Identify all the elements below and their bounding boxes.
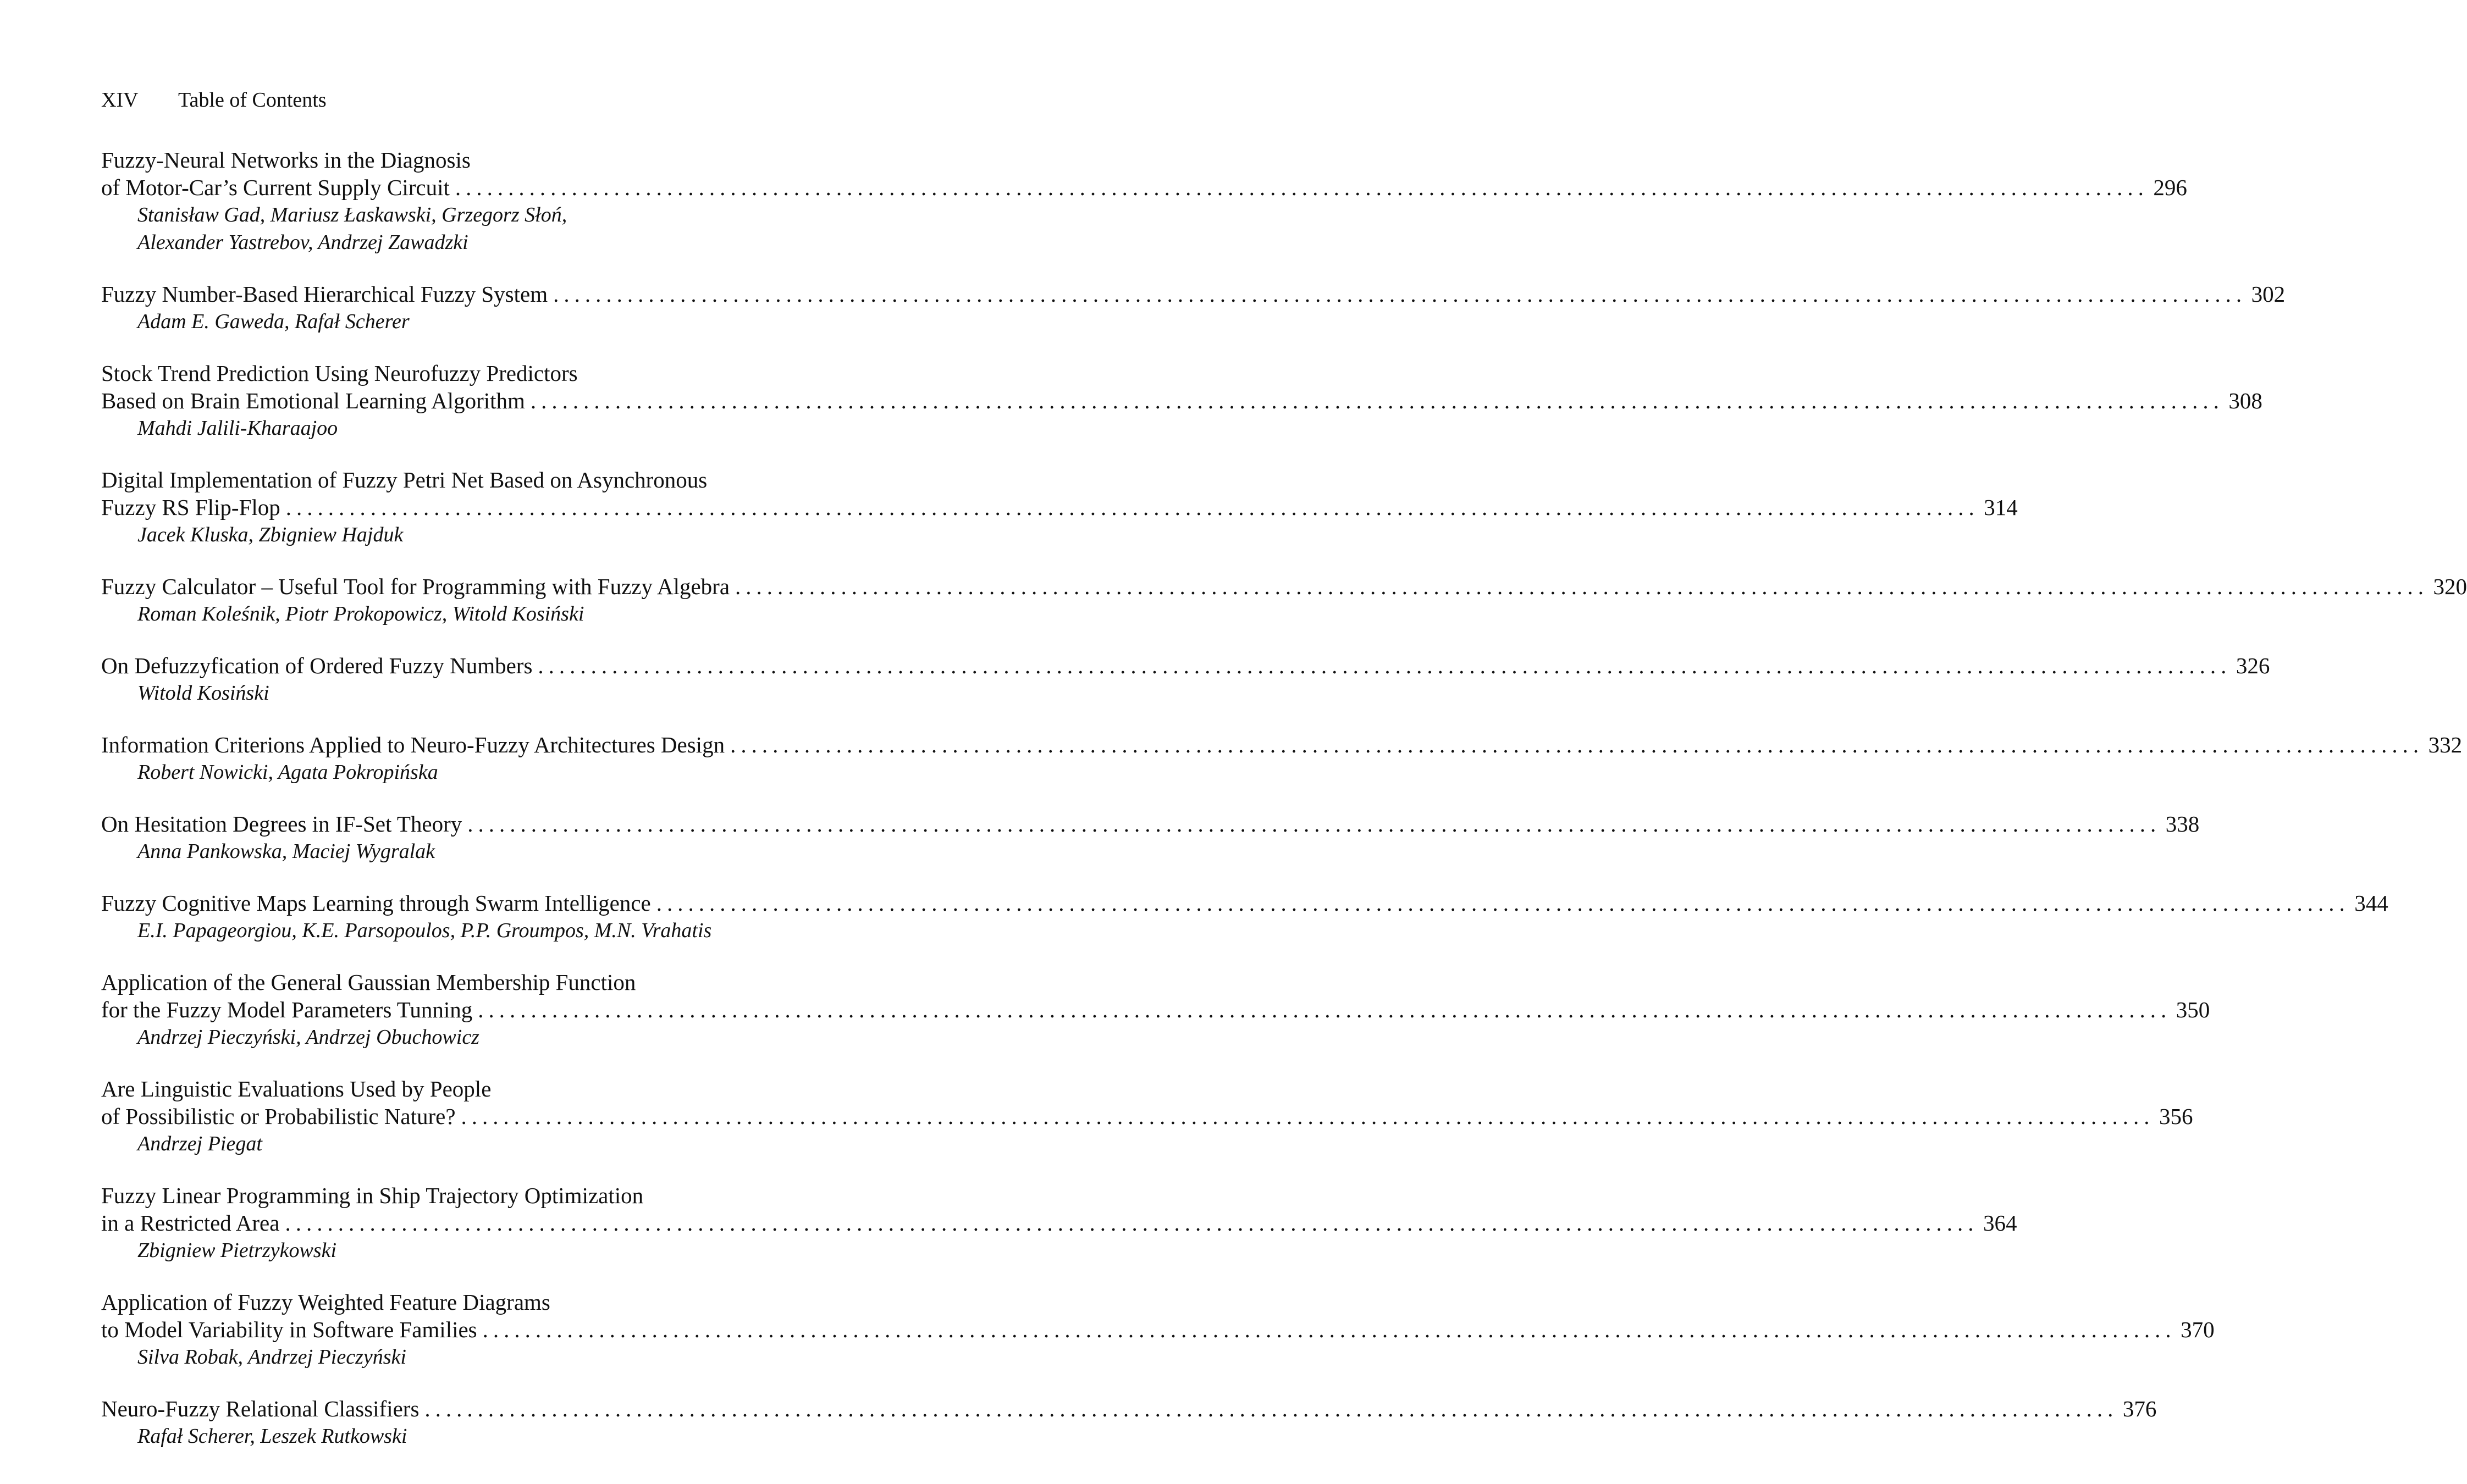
page-number: 314 bbox=[1984, 495, 2018, 520]
entry-title-text: of Motor-Car’s Current Supply Circuit bbox=[101, 175, 450, 200]
dot-leader: ................................................................................................................................................................ bbox=[285, 1210, 1979, 1236]
entry-authors: Roman Koleśnik, Piotr Prokopowicz, Witold Kosiński bbox=[137, 602, 584, 625]
toc-entry bbox=[101, 359, 2262, 442]
entry-title-line: Application of the General Gaussian Membership Function bbox=[101, 970, 636, 995]
entry-title-text: On Hesitation Degrees in IF-Set Theory bbox=[101, 811, 462, 837]
dot-leader: ................................................................................................................................................................ bbox=[735, 574, 2429, 599]
page-number: 364 bbox=[1983, 1210, 2017, 1236]
dot-leader: ................................................................................................................................................................ bbox=[553, 281, 2247, 307]
entry-title-line bbox=[101, 174, 2187, 201]
entry-authors: Zbigniew Pietrzykowski bbox=[137, 1239, 337, 1262]
page-number: 344 bbox=[2354, 890, 2388, 916]
entry-title-line bbox=[101, 810, 2200, 838]
entry-title-text: Fuzzy RS Flip-Flop bbox=[101, 495, 280, 520]
dot-leader: ................................................................................................................................................................ bbox=[730, 732, 2424, 757]
entry-title-line bbox=[101, 280, 2286, 308]
entry-title-line bbox=[101, 1209, 2017, 1237]
page-number: 296 bbox=[2153, 175, 2187, 200]
entry-title-text: for the Fuzzy Model Parameters Tunning bbox=[101, 997, 473, 1022]
entry-title-line bbox=[101, 494, 2018, 521]
entry-title-text: of Possibilistic or Probabilistic Nature? bbox=[101, 1104, 456, 1129]
entry-title-text: Fuzzy Cognitive Maps Learning through Swarm Intelligence bbox=[101, 890, 651, 916]
page-number: 376 bbox=[2122, 1396, 2157, 1421]
page-number: 350 bbox=[2176, 997, 2210, 1022]
entry-title-line bbox=[101, 996, 2210, 1023]
toc-entry bbox=[101, 573, 2467, 628]
entry-authors: Adam E. Gaweda, Rafał Scherer bbox=[137, 310, 410, 333]
entry-authors: E.I. Papageorgiou, K.E. Parsopoulos, P.P. Groumpos, M.N. Vrahatis bbox=[137, 919, 712, 942]
entry-title-line: Are Linguistic Evaluations Used by People bbox=[101, 1076, 492, 1101]
toc-entry bbox=[101, 652, 2270, 707]
entry-authors: Mahdi Jalili-Kharaajoo bbox=[137, 417, 338, 440]
page-number: 338 bbox=[2165, 811, 2200, 837]
entry-title-text: Based on Brain Emotional Learning Algorithm bbox=[101, 388, 525, 413]
toc-entry bbox=[101, 968, 2210, 1051]
entry-title-line: Stock Trend Prediction Using Neurofuzzy Predictors bbox=[101, 361, 578, 386]
toc-entry bbox=[101, 280, 2286, 335]
page-number: 326 bbox=[2236, 653, 2270, 678]
page-number: 320 bbox=[2433, 574, 2467, 599]
toc-entry bbox=[101, 731, 2463, 786]
entry-title-line: Fuzzy-Neural Networks in the Diagnosis bbox=[101, 147, 471, 173]
entry-authors: Silva Robak, Andrzej Pieczyński bbox=[137, 1345, 406, 1369]
toc-entry bbox=[101, 1182, 2017, 1264]
entry-authors: Andrzej Piegat bbox=[137, 1132, 262, 1155]
entry-title-text: Fuzzy Calculator – Useful Tool for Programming with Fuzzy Algebra bbox=[101, 574, 730, 599]
entry-authors: Jacek Kluska, Zbigniew Hajduk bbox=[137, 523, 404, 546]
toc-entry bbox=[101, 1395, 2157, 1450]
entry-title-line bbox=[101, 1103, 2193, 1130]
dot-leader: ................................................................................................................................................................ bbox=[285, 495, 1979, 520]
page-number: 302 bbox=[2251, 281, 2286, 307]
toc-entry bbox=[101, 1075, 2193, 1158]
dot-leader: ................................................................................................................................................................ bbox=[656, 890, 2350, 916]
entry-authors: Rafał Scherer, Leszek Rutkowski bbox=[137, 1425, 407, 1448]
entry-authors: Andrzej Pieczyński, Andrzej Obuchowicz bbox=[137, 1026, 479, 1049]
entry-title-text: Information Criterions Applied to Neuro-Fuzzy Architectures Design bbox=[101, 732, 725, 757]
entry-title-line bbox=[101, 1316, 2215, 1343]
entry-authors: Anna Pankowska, Maciej Wygralak bbox=[137, 840, 435, 863]
entry-title-text: Fuzzy Number-Based Hierarchical Fuzzy System bbox=[101, 281, 548, 307]
entry-title-text: Neuro-Fuzzy Relational Classifiers bbox=[101, 1396, 420, 1421]
entry-title-line bbox=[101, 652, 2270, 679]
dot-leader: ................................................................................................................................................................ bbox=[461, 1104, 2155, 1129]
page-number: 370 bbox=[2181, 1317, 2215, 1342]
page-number: 308 bbox=[2228, 388, 2262, 413]
dot-leader: ................................................................................................................................................................ bbox=[482, 1317, 2176, 1342]
running-head-title: Table of Contents bbox=[178, 88, 327, 112]
entry-authors: Alexander Yastrebov, Andrzej Zawadzki bbox=[137, 231, 468, 254]
dot-leader: ................................................................................................................................................................ bbox=[455, 175, 2149, 200]
dot-leader: ................................................................................................................................................................ bbox=[424, 1396, 2118, 1421]
entry-title-line: Digital Implementation of Fuzzy Petri Net Based on Asynchronous bbox=[101, 467, 708, 492]
running-head bbox=[101, 87, 327, 113]
entry-title-text: in a Restricted Area bbox=[101, 1210, 280, 1236]
dot-leader: ................................................................................................................................................................ bbox=[478, 997, 2172, 1022]
entry-authors: Witold Kosiński bbox=[137, 682, 269, 705]
page-number: 332 bbox=[2428, 732, 2463, 757]
entry-authors: Robert Nowicki, Agata Pokropińska bbox=[137, 761, 438, 784]
entry-title-text: to Model Variability in Software Families bbox=[101, 1317, 477, 1342]
toc-entry bbox=[101, 889, 2388, 944]
entry-title-line: Fuzzy Linear Programming in Ship Trajectory Optimization bbox=[101, 1183, 644, 1208]
toc-entry bbox=[101, 1288, 2215, 1371]
dot-leader: ................................................................................................................................................................ bbox=[467, 811, 2161, 837]
toc-entry bbox=[101, 466, 2018, 549]
page-folio: XIV bbox=[101, 88, 139, 112]
toc-entry bbox=[101, 146, 2187, 256]
entry-title-line bbox=[101, 387, 2262, 414]
entry-title-text: On Defuzzyfication of Ordered Fuzzy Numbers bbox=[101, 653, 533, 678]
toc-list bbox=[101, 146, 2467, 1474]
entry-title-line bbox=[101, 573, 2467, 600]
toc-entry bbox=[101, 810, 2200, 865]
dot-leader: ................................................................................................................................................................ bbox=[530, 388, 2224, 413]
entry-title-line bbox=[101, 889, 2388, 917]
dot-leader: ................................................................................................................................................................ bbox=[538, 653, 2232, 678]
entry-title-line: Application of Fuzzy Weighted Feature Diagrams bbox=[101, 1289, 550, 1315]
entry-title-line bbox=[101, 731, 2463, 758]
entry-authors: Stanisław Gad, Mariusz Łaskawski, Grzegorz Słoń, bbox=[137, 203, 567, 226]
page-number: 356 bbox=[2159, 1104, 2193, 1129]
entry-title-line bbox=[101, 1395, 2157, 1422]
